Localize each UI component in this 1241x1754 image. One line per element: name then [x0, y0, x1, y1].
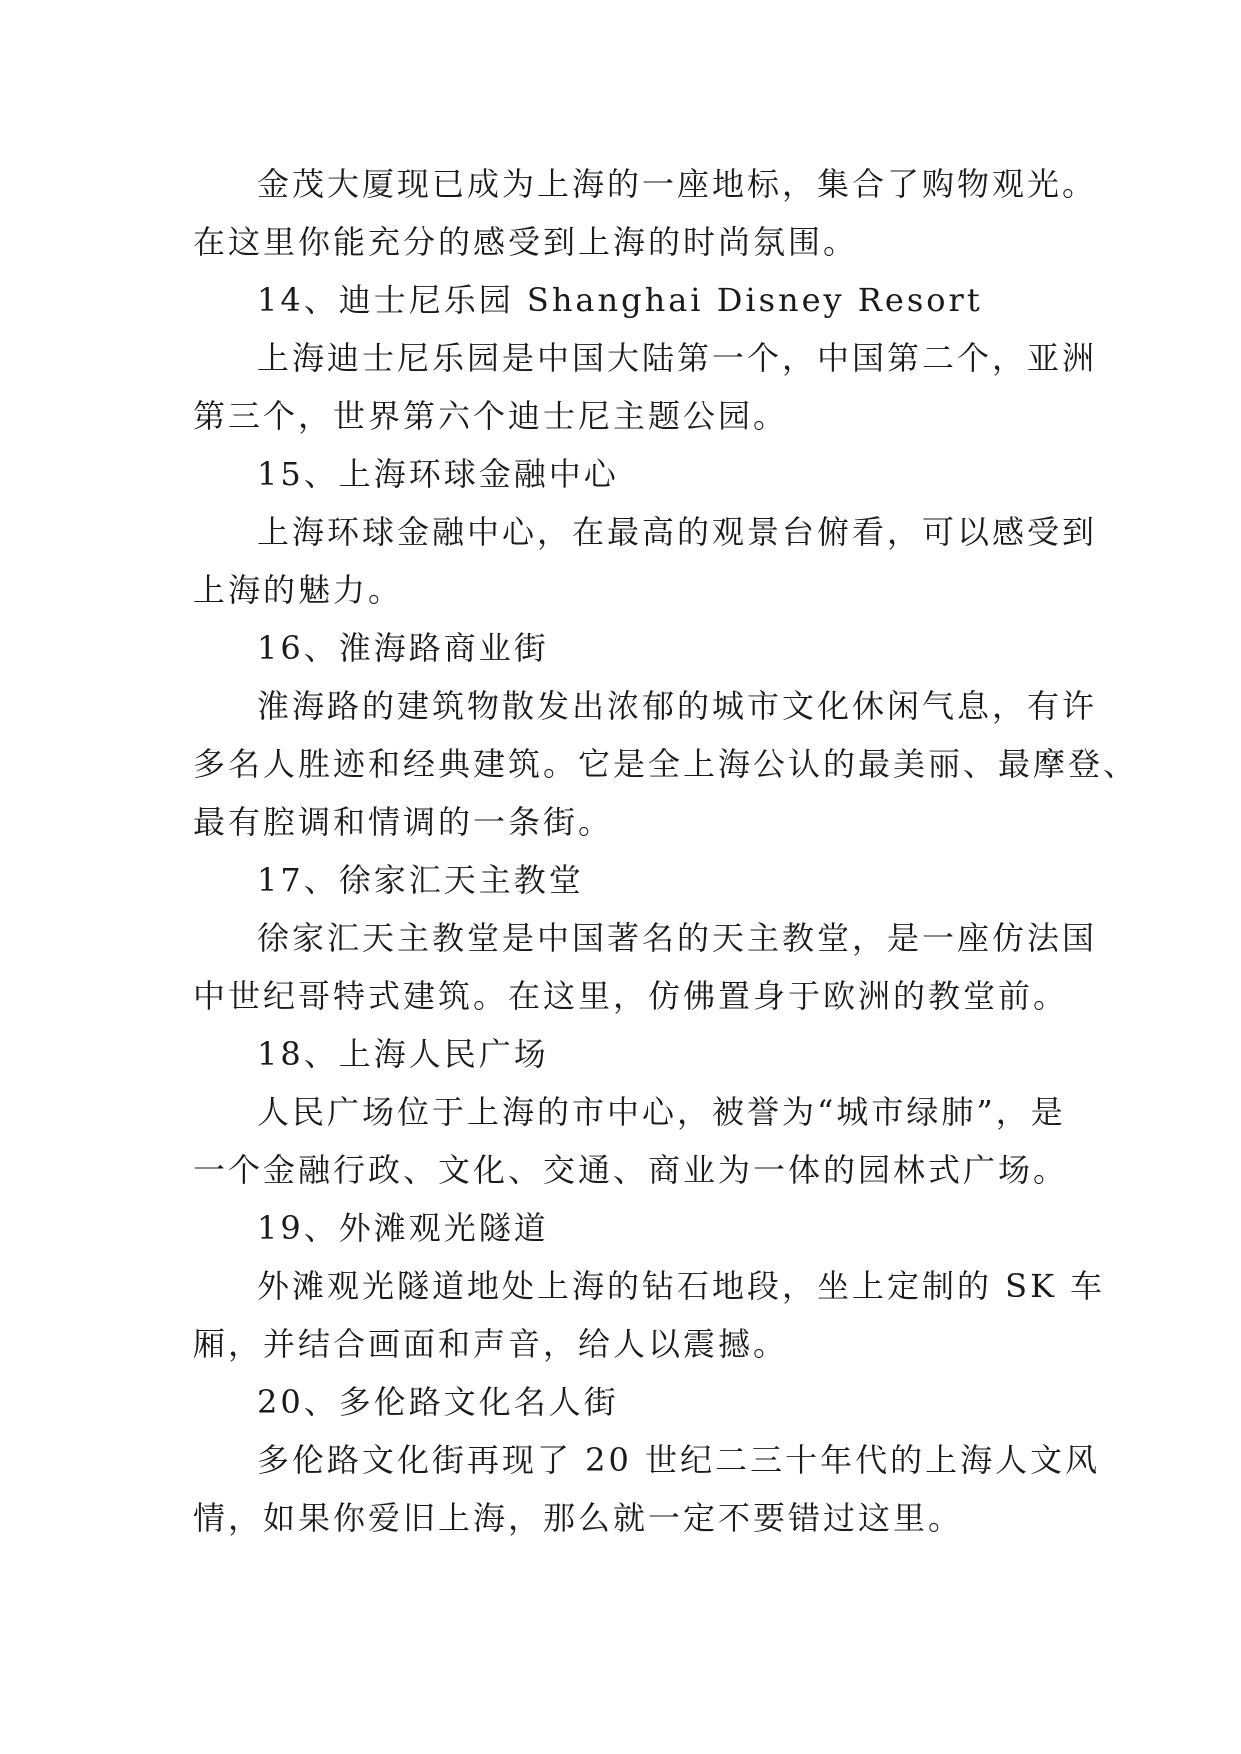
text-line: 上海环球金融中心，在最高的观景台俯看，可以感受到	[257, 513, 1098, 551]
text-line: 上海的魅力。	[193, 571, 404, 609]
section-heading: 16、淮海路商业街	[257, 629, 549, 667]
text-line: 外滩观光隧道地处上海的钻石地段，坐上定制的 SK 车	[257, 1267, 1106, 1305]
section-heading: 17、徐家汇天主教堂	[257, 861, 584, 899]
text-line: 一个金融行政、文化、交通、商业为一体的园林式广场。	[193, 1151, 1069, 1189]
section-heading: 19、外滩观光隧道	[257, 1209, 549, 1247]
document-body	[193, 155, 1139, 1547]
text-line: 多名人胜迹和经典建筑。它是全上海公认的最美丽、最摩登、	[193, 745, 1139, 783]
text-line: 徐家汇天主教堂是中国著名的天主教堂，是一座仿法国	[257, 919, 1098, 957]
text-line: 人民广场位于上海的市中心，被誉为“城市绿肺”，是	[257, 1093, 1066, 1131]
text-line: 情，如果你爱旧上海，那么就一定不要错过这里。	[193, 1499, 964, 1537]
text-line: 中世纪哥特式建筑。在这里，仿佛置身于欧洲的教堂前。	[193, 977, 1069, 1015]
text-line: 淮海路的建筑物散发出浓郁的城市文化休闲气息，有许	[257, 687, 1098, 725]
text-line: 在这里你能充分的感受到上海的时尚氛围。	[193, 223, 859, 261]
text-line: 多伦路文化街再现了 20 世纪二三十年代的上海人文风	[257, 1441, 1101, 1479]
text-line: 最有腔调和情调的一条街。	[193, 803, 614, 841]
section-heading: 14、迪士尼乐园 Shanghai Disney Resort	[257, 281, 983, 319]
section-heading: 15、上海环球金融中心	[257, 455, 619, 493]
text-line: 第三个，世界第六个迪士尼主题公园。	[193, 397, 789, 435]
text-line: 厢，并结合画面和声音，给人以震撼。	[193, 1325, 789, 1363]
text-line: 上海迪士尼乐园是中国大陆第一个，中国第二个，亚洲	[257, 339, 1098, 377]
section-heading: 20、多伦路文化名人街	[257, 1383, 619, 1421]
section-heading: 18、上海人民广场	[257, 1035, 549, 1073]
text-line: 金茂大厦现已成为上海的一座地标，集合了购物观光。	[257, 165, 1098, 203]
